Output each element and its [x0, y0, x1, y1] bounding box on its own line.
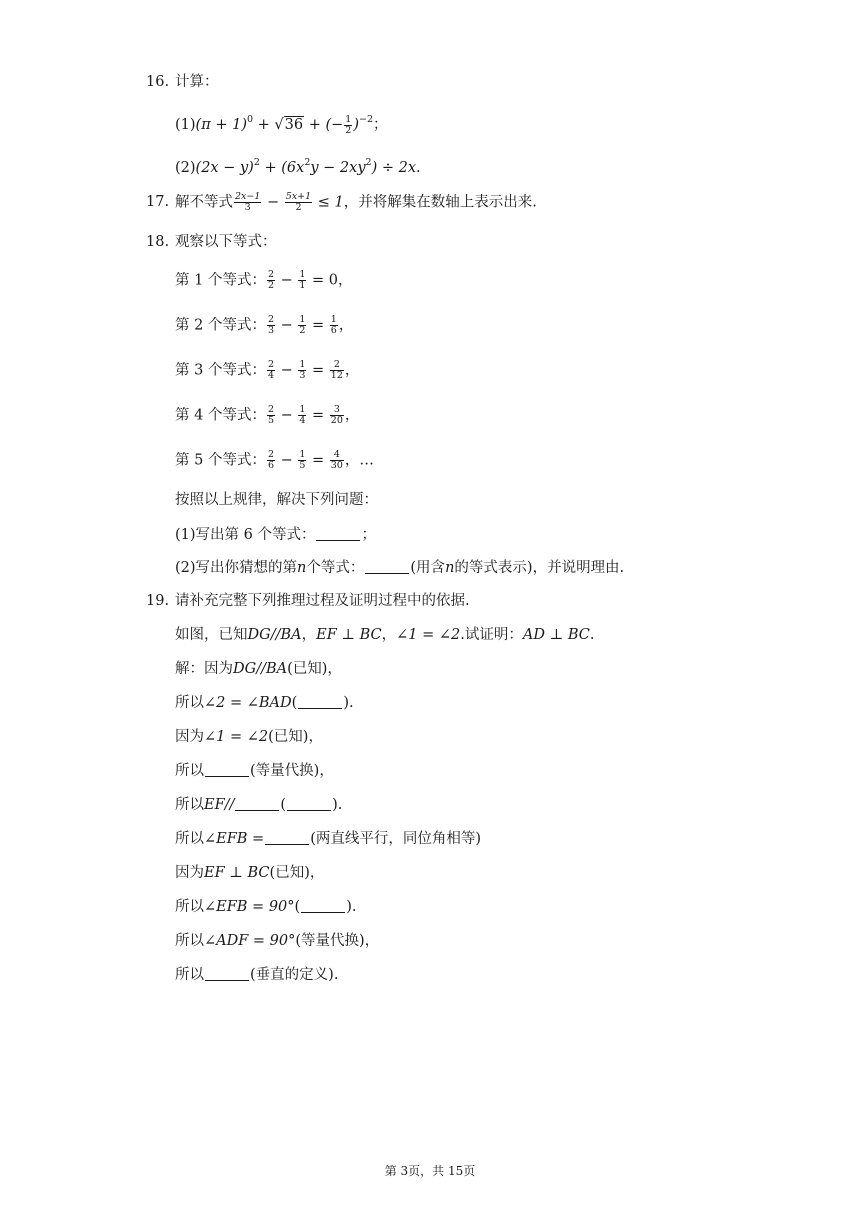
- paren-close: ).: [332, 797, 343, 813]
- answer-blank[interactable]: [205, 763, 249, 777]
- fraction: [298, 270, 306, 291]
- question-18-instruction: 按照以上规律，解决下列问题：: [175, 492, 378, 508]
- math-expr: y − 2xy: [310, 160, 366, 176]
- part-text: (1)写出第 6 个等式：: [175, 527, 316, 543]
- math-expr: ∠EFB = 90°: [204, 899, 295, 915]
- denominator: 5: [299, 460, 306, 471]
- question-18-number: 18.: [146, 234, 170, 250]
- part-text: 个等式：: [306, 560, 365, 576]
- fraction: [267, 270, 275, 291]
- question-16-part-2: [175, 153, 421, 178]
- square-root: √36: [274, 117, 304, 133]
- step-reason: (等量代换)，: [250, 763, 334, 779]
- equation-label: 第 4 个等式：: [175, 407, 266, 424]
- equation-1: 第 1 个等式： $\frac{2}{2}$ − $\frac{1}{1}$ = 0，: [175, 269, 353, 291]
- punctuation: ，: [338, 272, 353, 289]
- answer-blank[interactable]: [265, 831, 309, 845]
- numerator: 2: [267, 314, 274, 325]
- step-reason: (两直线平行，同位角相等): [310, 831, 482, 847]
- numerator: 3: [330, 405, 344, 416]
- question-17-number: 17.: [146, 194, 170, 210]
- step-reason: (等量代换)，: [295, 933, 380, 949]
- equation-3: 第 3 个等式： $\frac{2}{4}$ − $\frac{1}{3}$ = $\frac{2}{12}$ ，: [175, 359, 360, 381]
- denominator: 5: [267, 415, 274, 426]
- math-expr: EF ⊥ BC: [204, 865, 270, 881]
- fraction: [298, 315, 306, 336]
- part-label: (1): [175, 117, 196, 133]
- equation-label: 第 1 个等式：: [175, 272, 266, 289]
- math-expr: EF//: [204, 797, 235, 813]
- paren-open: (: [294, 899, 301, 915]
- fraction: [267, 450, 275, 471]
- footer-text: 页: [463, 1164, 476, 1178]
- numerator: 2: [267, 359, 274, 370]
- given-text: 如图，已知: [175, 627, 248, 643]
- step-reason: (已知)，: [287, 661, 342, 677]
- question-16-number: 16.: [146, 74, 170, 90]
- step-prefix: 所以: [175, 933, 204, 949]
- radicand: 36: [284, 117, 304, 133]
- math-expr: ∠ADF = 90°: [204, 933, 296, 949]
- fraction: [267, 360, 275, 381]
- suffix: ，并将解集在数轴上表示出来.: [343, 194, 537, 211]
- fraction: [330, 405, 344, 426]
- math-expr: (π + 1): [195, 117, 247, 133]
- proof-step-7: [175, 863, 324, 883]
- denominator: 30: [330, 460, 343, 471]
- answer-blank[interactable]: [301, 899, 345, 913]
- fraction: [267, 405, 275, 426]
- question-19-given: [175, 625, 594, 645]
- punctuation: ；: [361, 527, 376, 543]
- denominator: 2: [299, 325, 306, 336]
- exponent: 0: [246, 114, 254, 125]
- fraction: [298, 450, 306, 471]
- numerator: 1: [330, 314, 337, 325]
- page-total: 15: [448, 1164, 464, 1178]
- fraction: [330, 360, 344, 381]
- step-prefix: 因为: [175, 729, 204, 745]
- question-16-part-1: [175, 110, 388, 136]
- fraction: [234, 192, 261, 213]
- numerator: 5x+1: [285, 191, 312, 202]
- math-expr: ∠1 = ∠2: [204, 729, 269, 745]
- part-text: (用含: [410, 560, 446, 576]
- proof-step-10: [175, 965, 338, 985]
- proof-step-3: [175, 727, 323, 747]
- proof-step-6: [175, 829, 481, 849]
- given-text: .: [589, 627, 595, 643]
- step-reason: (垂直的定义).: [250, 967, 339, 983]
- denominator: 3: [299, 370, 306, 381]
- proof-step-5: [175, 795, 342, 815]
- question-18-part-1: [175, 525, 376, 545]
- numerator: 1: [299, 314, 306, 325]
- close-paren: ): [353, 117, 360, 133]
- equation-5: 第 5 个等式： $\frac{2}{6}$ − $\frac{1}{5}$ = $\frac{4}{30}$ ，…: [175, 449, 374, 471]
- minus-sign: −: [262, 194, 284, 211]
- proof-step-4: [175, 761, 334, 781]
- exponent: 2: [304, 157, 311, 168]
- denominator: 3: [267, 325, 274, 336]
- math-expr: + (6x: [259, 160, 305, 176]
- math-expr: DG//BA: [233, 661, 288, 677]
- denominator: 2: [345, 124, 352, 136]
- exponent: −2: [359, 114, 374, 125]
- question-18-title: 观察以下等式：: [175, 234, 277, 250]
- step-prefix: 所以: [175, 797, 204, 813]
- step-prefix: 所以: [175, 763, 204, 779]
- step-prefix: 所以: [175, 967, 204, 983]
- math-expr: ∠2 = ∠BAD: [204, 695, 292, 711]
- question-19-title: 请补充完整下列推理过程及证明过程中的依据.: [175, 593, 470, 609]
- plus-sign: +: [253, 117, 275, 133]
- denominator: 12: [330, 370, 343, 381]
- fraction: [285, 192, 312, 213]
- numerator: 1: [345, 113, 352, 125]
- answer-blank[interactable]: [205, 967, 249, 981]
- fraction: [298, 360, 306, 381]
- proof-step-2: [175, 693, 354, 713]
- question-16-title: 计算：: [175, 74, 219, 90]
- page-footer: [0, 1162, 860, 1179]
- answer-blank[interactable]: [235, 797, 279, 811]
- footer-text: 第: [384, 1164, 401, 1178]
- variable-n: n: [445, 560, 455, 576]
- numerator: 1: [299, 359, 306, 370]
- punctuation: ；: [373, 117, 388, 133]
- denominator: 4: [267, 370, 274, 381]
- math-expr: ∠EFB =: [204, 831, 265, 847]
- question-19-number: 19.: [146, 593, 170, 609]
- math-expr: ∠1 = ∠2: [396, 627, 461, 643]
- part-label: (2): [175, 160, 196, 176]
- punctuation: ，: [344, 362, 360, 379]
- exponent: 2: [365, 157, 372, 168]
- proof-step-9: [175, 931, 379, 951]
- step-prefix: 所以: [175, 899, 204, 915]
- denominator: 6: [330, 325, 337, 336]
- step-reason: (已知)，: [268, 729, 323, 745]
- answer-blank[interactable]: [316, 527, 360, 541]
- prefix: 解不等式: [175, 194, 233, 211]
- denominator: 3: [244, 202, 251, 213]
- question-17-text: [175, 192, 537, 213]
- paren-open: (: [291, 695, 298, 711]
- proof-step-8: [175, 897, 356, 917]
- fraction: [330, 450, 344, 471]
- denominator: 2: [267, 280, 274, 291]
- step-prefix: 所以: [175, 831, 204, 847]
- equation-4: 第 4 个等式： $\frac{2}{5}$ − $\frac{1}{4}$ = $\frac{3}{20}$ ，: [175, 404, 360, 426]
- numerator: 2: [267, 449, 274, 460]
- fraction: [267, 315, 275, 336]
- footer-text: 页，共: [408, 1164, 448, 1178]
- proof-step-1: [175, 659, 342, 679]
- denominator: 20: [330, 415, 343, 426]
- equation-2: 第 2 个等式： $\frac{2}{3}$ − $\frac{1}{2}$ = $\frac{1}{6}$ ，: [175, 314, 354, 336]
- denominator: 6: [267, 460, 274, 471]
- numerator: 2x−1: [235, 191, 261, 202]
- numerator: 2: [267, 404, 274, 415]
- page-number: 3: [400, 1164, 409, 1178]
- relation: ≤ 1: [313, 194, 344, 211]
- numerator: 2: [330, 360, 344, 371]
- given-text: ，: [301, 627, 317, 643]
- equation-label: 第 3 个等式：: [175, 362, 266, 379]
- equation-label: 第 5 个等式：: [175, 452, 266, 469]
- equation-label: 第 2 个等式：: [175, 317, 266, 334]
- paren-close: ).: [346, 899, 357, 915]
- math-expr: DG//BA: [247, 627, 302, 643]
- question-18-part-2: [175, 558, 624, 578]
- fraction: [298, 405, 306, 426]
- rhs-value: 0: [328, 272, 339, 289]
- paren-close: ).: [343, 695, 354, 711]
- step-reason: (已知)，: [269, 865, 325, 881]
- fraction: [344, 115, 352, 136]
- given-text: ，: [381, 627, 397, 643]
- fraction: [330, 315, 338, 336]
- punctuation: ，: [338, 317, 354, 334]
- exponent: 2: [253, 157, 260, 168]
- denominator: 2: [295, 202, 302, 213]
- step-prefix: 因为: [175, 865, 204, 881]
- denominator: 4: [299, 415, 306, 426]
- math-expr: (2x − y): [195, 160, 254, 176]
- punctuation: ，: [344, 407, 360, 424]
- answer-blank[interactable]: [298, 695, 342, 709]
- math-expr: ) ÷ 2x.: [371, 160, 421, 176]
- variable-n: n: [297, 560, 307, 576]
- part-text: (2)写出你猜想的第: [175, 560, 298, 576]
- part-text: 的等式表示)，并说明理由.: [454, 560, 625, 576]
- numerator: 1: [299, 449, 306, 460]
- given-text: .试证明：: [460, 627, 523, 643]
- paren-open: (: [280, 797, 287, 813]
- numerator: 2: [267, 269, 274, 280]
- numerator: 4: [330, 450, 344, 461]
- numerator: 1: [299, 269, 306, 280]
- numerator: 1: [299, 404, 306, 415]
- step-prefix: 解：因为: [175, 661, 233, 677]
- math-expr: + (−: [304, 117, 344, 133]
- answer-blank[interactable]: [287, 797, 331, 811]
- math-expr: AD ⊥ BC: [522, 627, 590, 643]
- punctuation: ，…: [344, 452, 374, 469]
- step-prefix: 所以: [175, 695, 204, 711]
- math-expr: EF ⊥ BC: [316, 627, 382, 643]
- denominator: 1: [299, 280, 306, 291]
- answer-blank[interactable]: [365, 560, 409, 574]
